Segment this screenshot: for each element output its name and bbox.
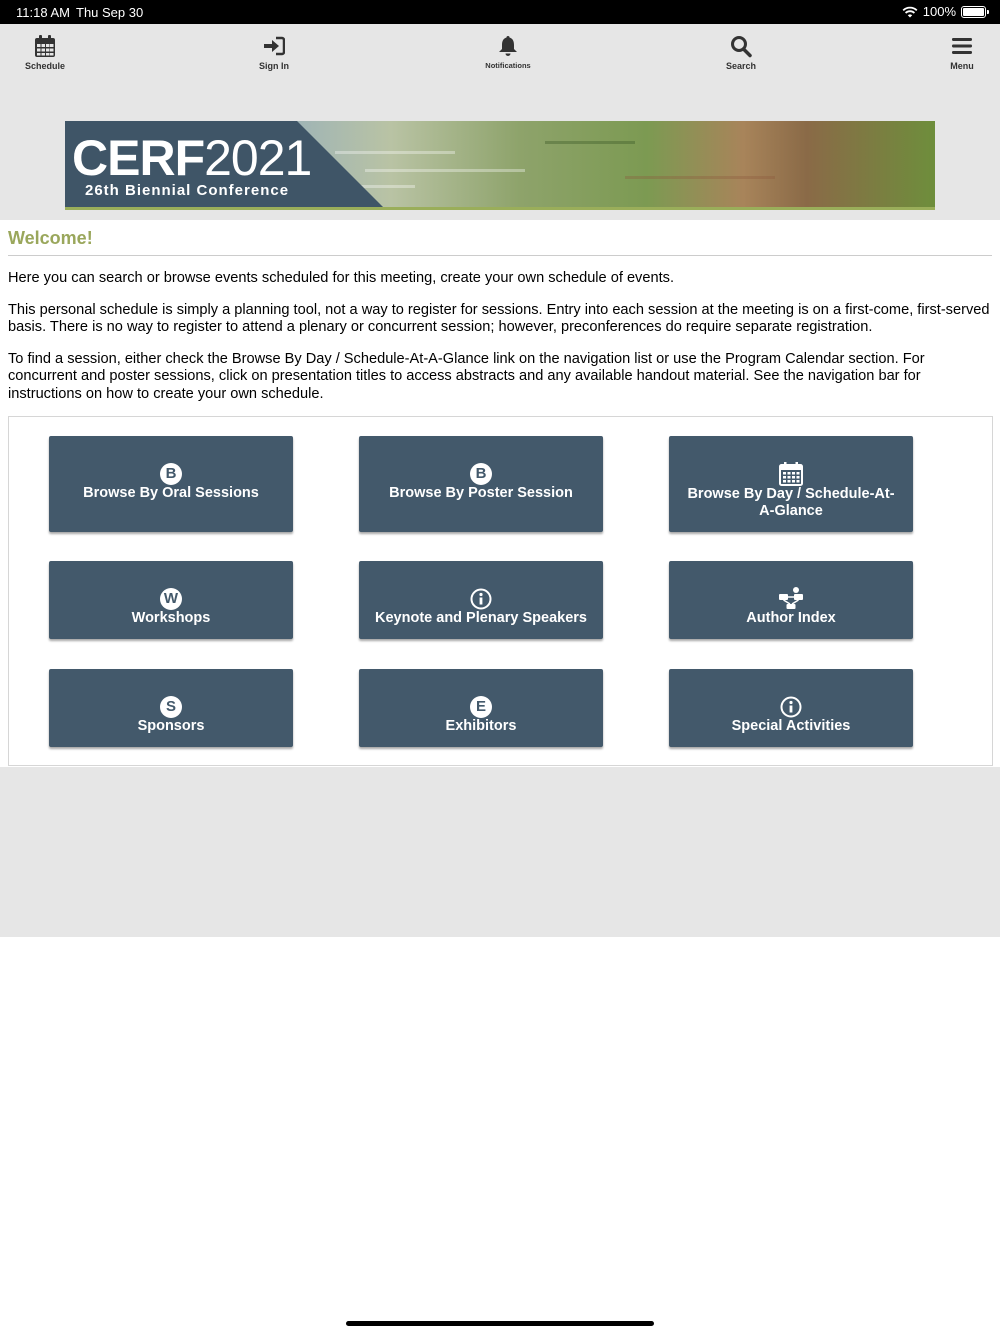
nav-notifications-label: Notifications	[485, 61, 531, 70]
status-bar	[0, 0, 1000, 24]
menu-icon	[951, 34, 973, 58]
tile-label: Browse By Day / Schedule-At-A-Glance	[687, 486, 895, 519]
calendar-icon	[34, 34, 56, 58]
nav-schedule[interactable]	[0, 34, 95, 71]
footer-area	[0, 767, 1000, 937]
battery-percent: 100%	[922, 4, 956, 19]
banner-stripe	[65, 207, 935, 210]
schedule-note-paragraph: This personal schedule is simply a planning tool, not a way to register for sessions. Entry into each session at the meeting is on a first-come, first-served basis. There is no way to register to attend a plenary or concurrent session; however, preconferences do require separate registration.	[8, 301, 990, 335]
tile-label: Exhibitors	[445, 718, 517, 734]
top-navigation	[0, 24, 1000, 220]
tile-sponsors[interactable]	[49, 669, 293, 747]
info-icon	[780, 696, 802, 718]
tile-grid	[8, 416, 993, 766]
tile-special-activities[interactable]	[669, 669, 913, 747]
tile-label: Special Activities	[731, 718, 851, 734]
find-session-paragraph: To find a session, either check the Browse By Day / Schedule-At-A-Glance link on the navigation list or use the Program Calendar section. For concurrent and poster sessions, click on presentation titles to access abstracts and any available handout material. See the navigation bar for instructions on how to create your own schedule.	[8, 350, 925, 402]
tile-label: Workshops	[131, 610, 211, 626]
welcome-heading: Welcome!	[8, 228, 992, 256]
tile-label: Sponsors	[137, 718, 205, 734]
banner-subtitle: 26th Biennial Conference	[85, 182, 290, 199]
nav-search-label: Search	[725, 61, 757, 71]
tile-label: Author Index	[746, 610, 836, 626]
bell-icon	[497, 34, 519, 58]
tile-browse-poster-session[interactable]	[359, 436, 603, 532]
letter-w-icon: W	[160, 588, 182, 610]
sign-in-icon	[263, 34, 285, 58]
letter-b-icon: B	[160, 463, 182, 485]
status-time: 11:18 AM	[16, 5, 70, 20]
tile-browse-by-day[interactable]	[669, 436, 913, 532]
intro-paragraph: Here you can search or browse events scheduled for this meeting, create your own schedule of events.	[8, 270, 674, 286]
sitemap-icon	[778, 586, 804, 610]
status-right	[902, 4, 986, 19]
calendar-icon	[779, 461, 803, 486]
nav-sign-in[interactable]	[224, 34, 324, 71]
search-icon	[730, 34, 752, 58]
letter-s-icon: S	[160, 696, 182, 718]
info-icon	[470, 588, 492, 610]
nav-search[interactable]	[691, 34, 791, 71]
wifi-icon	[902, 6, 918, 18]
nav-menu[interactable]	[912, 34, 1000, 71]
banner-painting	[295, 121, 935, 207]
letter-b-icon: B	[470, 463, 492, 485]
nav-notifications[interactable]	[458, 34, 558, 70]
tile-author-index[interactable]	[669, 561, 913, 639]
nav-sign-in-label: Sign In	[259, 61, 289, 71]
tile-workshops[interactable]	[49, 561, 293, 639]
status-date: Thu Sep 30	[76, 5, 144, 20]
tile-exhibitors[interactable]	[359, 669, 603, 747]
conference-banner	[65, 121, 935, 210]
letter-e-icon: E	[470, 696, 492, 718]
nav-menu-label: Menu	[950, 61, 974, 71]
tile-label: Browse By Poster Session	[389, 485, 573, 501]
tile-label: Keynote and Plenary Speakers	[375, 610, 587, 626]
banner-title: CERF2021	[72, 130, 312, 186]
tile-keynote-plenary[interactable]	[359, 561, 603, 639]
home-indicator[interactable]	[346, 1321, 654, 1326]
main-content	[0, 220, 1000, 734]
battery-icon	[961, 6, 986, 18]
tile-label: Browse By Oral Sessions	[83, 485, 259, 501]
tile-browse-oral-sessions[interactable]	[49, 436, 293, 532]
nav-schedule-label: Schedule	[24, 61, 65, 71]
